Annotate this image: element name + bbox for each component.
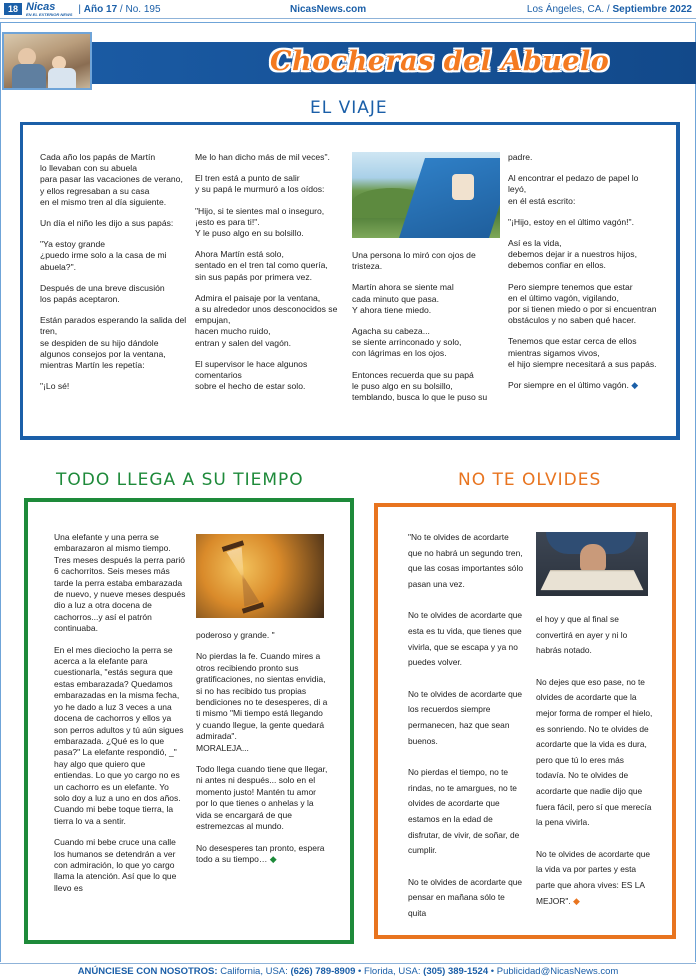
paragraph: poderoso y grande. " — [196, 630, 275, 640]
logo-subtitle: EN EL EXTERIOR NEWS — [26, 12, 73, 17]
paragraph: El supervisor le hace algunos comentarios sobre el hecho de estar solo. — [195, 358, 308, 392]
diamond-icon: ◆ — [269, 853, 277, 864]
section-title-viaje: EL VIAJE — [310, 98, 388, 118]
viaje-column-4 — [508, 152, 658, 401]
banner-title: Chocheras del Abuelo — [270, 46, 610, 77]
viaje-column-3 — [352, 250, 492, 413]
date-location: Los Ángeles, CA. / Septiembre 2022 — [526, 3, 692, 15]
tiempo-column-1 — [54, 532, 186, 904]
closing-text: Por siempre en el último vagón. — [508, 380, 629, 391]
paragraph: Una elefante y una perra se embarazaron al mismo tiempo. Tres meses después la perra parió 6 cachorritos. Seis meses más tarde la perra estaba embarazada de nuevo, y nueve meses después dio a luz a otra docena de cachorros...y así el patrón continuaba. — [54, 532, 186, 634]
paragraph: Así es la vida, debemos dejar ir a nuestros hijos, debemos confiar en ellos. — [508, 238, 637, 271]
paragraph: Pero siempre tenemos que estar en el último vagón, vigilando, por si tienen miedo o por si encuentran obstáculos y no saben qué hacer. — [508, 281, 657, 326]
paragraph: "¡Hijo, estoy en el último vagón!". — [508, 216, 634, 227]
paragraph: Agacha su cabeza... se siente arrinconado y solo, con lágrimas en los ojos. — [352, 326, 462, 359]
paragraph: Una persona lo miró con ojos de tristeza. — [352, 250, 476, 272]
paragraph: No te olvides de acordarte que los recuerdos siempre permanecen, haz que sean buenos. — [408, 688, 523, 746]
paragraph: Martín ahora se siente mal cada minuto que pasa. Y ahora tiene miedo. — [352, 282, 454, 315]
olvides-column-1 — [408, 530, 523, 937]
closing-line — [508, 380, 658, 391]
paragraph: Están parados esperando la salida del tren, se despiden de su hijo dándole algunos consejos por la ventana, mientras Martín les repetía: — [40, 315, 187, 371]
hourglass-photo — [196, 534, 324, 618]
paragraph: En el mes dieciocho la perra se acerca a la elefante para cuestionarla, "estás segura que estas embarazada? Quedamos embarazadas en la misma fecha, yo he dado a luz 3 veces a una docena de cachorros y ellos ya son perros adultos y tú aún sigues embarazada. ¿Qué es lo que pasa?" La elefante respondió, _" hay algo que quiero que entiendas. Lo que yo cargo no es un cachorro es un elefante. Yo solo doy a luz a uno en dos años. Cuando mi bebe toque tierra, la tierra lo va a sentir. — [54, 644, 184, 826]
paragraph: "No te olvides de acordarte que no habrá un segundo tren, que las cosas importantes sólo pasan una vez. — [408, 532, 523, 589]
page-number: 18 — [4, 3, 22, 15]
frame-line-left — [0, 22, 1, 962]
site-name: NicasNews.com — [290, 3, 367, 15]
closing-text: No te olvides de acordarte que la vida va por partes y esta parte que ahora vives: ES LA MEJOR". — [536, 848, 651, 906]
paragraph: No pierdas el tiempo, no te rindas, no te amargues, no te olvides de acordarte que estamos en la edad de disfrutar, de vivir, de soñar, de cumplir. — [408, 767, 520, 856]
issue-date: Septiembre 2022 — [612, 3, 692, 15]
footer-florida-phone: (305) 389-1524 — [423, 966, 489, 977]
issue-info: | Año 17 / No. 195 — [78, 3, 161, 15]
paragraph: Ahora Martín está solo, sentado en el tren tal como quería, sin sus papás por primera vez. — [195, 249, 328, 282]
paragraph: el hoy y que al final se convertirá en ayer y ni lo habrás notado. — [536, 614, 628, 656]
paragraph: Admira el paisaje por la ventana, a su alrededor unos desconocidos se empujan, hacen mucho ruido, entran y salen del vagón. — [195, 292, 338, 348]
footer-california-phone: (626) 789-8909 — [290, 966, 356, 977]
paragraph: Al encontrar el pedazo de papel lo leyó, en él está escrito: — [508, 173, 639, 206]
paragraph: Me lo han dicho más de mil veces". — [195, 152, 330, 162]
section-title-tiempo: TODO LLEGA A SU TIEMPO — [56, 470, 304, 490]
section-title-olvides: NO TE OLVIDES — [458, 470, 602, 490]
paragraph: Todo llega cuando tiene que llegar, ni antes ni después... solo en el momento justo! Mantén tu amor por lo que tienes o anhelas y la vida se encargará de que estremezcas al mundo. — [196, 764, 328, 832]
diamond-icon: ◆ — [572, 895, 580, 906]
issue-year: Año 17 — [83, 3, 118, 15]
closing-line — [536, 847, 654, 909]
paragraph: "¡Lo sé! — [40, 381, 70, 392]
grandparents-photo — [2, 32, 92, 90]
paragraph: No dejes que eso pase, no te olvides de acordarte que la mejor forma de romper el hielo, es sonriendo. No te olvides de acordarte que la vida es dura, pero que tú lo eres más todavía. No te olvides de acordarte que nadie dijo que fuera fácil, pero sí que merecía la pena vivirla. — [536, 676, 653, 828]
train-photo — [352, 152, 500, 238]
tiempo-column-2 — [196, 630, 328, 875]
diamond-icon: ◆ — [631, 380, 639, 391]
frame-line-top — [0, 22, 696, 23]
location: Los Ángeles, CA. — [526, 3, 605, 15]
closing-line — [196, 843, 328, 866]
paragraph: padre. — [508, 152, 533, 162]
closing-text: No desesperes tan pronto, espera todo a su tiempo… — [196, 842, 325, 864]
paragraph: "Ya estoy grande ¿puedo irme solo a la casa de mi abuela?". — [40, 239, 167, 272]
viaje-column-1 — [40, 152, 190, 402]
paragraph: Entonces recuerda que su papá le puso algo en su bolsillo, temblando, busca lo que le puso su — [352, 369, 488, 403]
footer-florida: • Florida, USA: — [358, 966, 421, 977]
footer-label: ANÚNCIESE CON NOSOTROS: — [77, 966, 218, 977]
paragraph: Cada año los papás de Martín lo llevaban con su abuela para pasar las vacaciones de verano, y ellos regresaban a su casa en el mismo tren al día siguiente. — [40, 152, 183, 207]
issue-number: No. 195 — [125, 3, 161, 15]
paragraph: "Hijo, si te sientes mal o inseguro, ¡esto es para ti!". Y le puso algo en su bolsillo. — [195, 205, 325, 239]
viaje-column-2 — [195, 152, 340, 402]
paragraph: Un día el niño les dijo a sus papás: — [40, 218, 174, 229]
nicas-logo — [26, 1, 72, 17]
paragraph: El tren está a punto de salir y su papá le murmuró a los oídos: — [195, 173, 325, 195]
footer-california: California, USA: — [220, 966, 288, 977]
logo-text: Nicas — [26, 1, 56, 13]
olvides-column-2 — [536, 612, 654, 925]
paragraph: Cuando mi bebe cruce una calle los humanos se detendrán a ver con admiración, lo que yo cargo llama la atención. Así que lo que llevo es — [54, 837, 177, 893]
page-header — [0, 0, 696, 19]
paragraph: Tenemos que estar cerca de ellos mientras sigamos vivos, el hijo siempre necesitará a sus papás. — [508, 336, 657, 369]
paragraph: No te olvides de acordarte que pensar en mañana sólo te quita — [408, 876, 523, 918]
praying-hands-photo — [536, 532, 648, 596]
paragraph: No te olvides de acordarte que esta es tu vida, que tienes que vivirla, que se escapa y ya no puedes volver. — [408, 610, 523, 668]
page-footer — [0, 963, 696, 979]
paragraph: Después de una breve discusión los papás aceptaron. — [40, 282, 165, 305]
paragraph: No pierdas la fe. Cuando mires a otros recibiendo pronto sus gratificaciones, no sientas envidia, si no has recibido tus propias bendiciones no te desesperes, di a ti mismo "Mi tiempo está llegando y cuando llegue, la gente quedará admirada". MORALEJA... — [196, 651, 328, 753]
footer-email: • Publicidad@NicasNews.com — [490, 966, 619, 977]
